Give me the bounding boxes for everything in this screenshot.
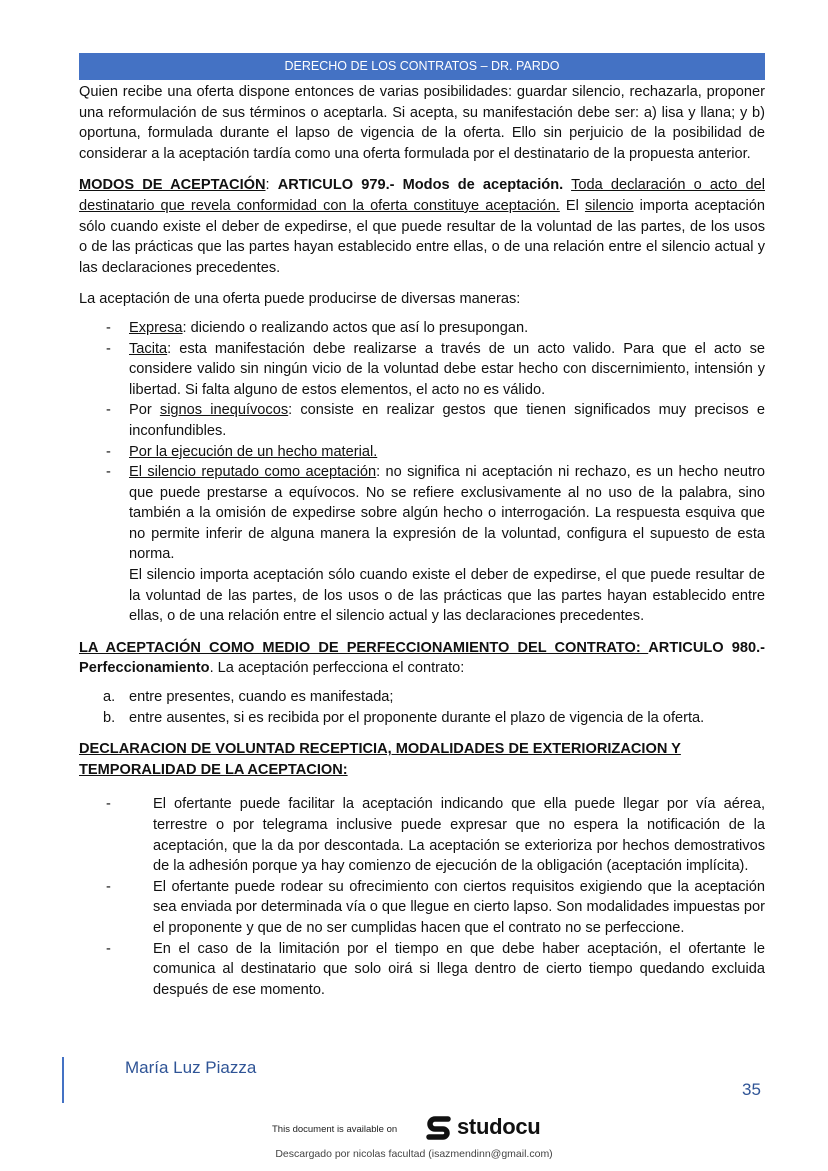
tacita-label: Tacita <box>129 340 168 357</box>
silencio-label: El silencio reputado como aceptación <box>129 464 377 481</box>
modos-colon: : <box>265 177 278 194</box>
article-980: ARTICULO 980.- Perfeccionamiento <box>79 639 765 677</box>
modos-el: El <box>559 197 585 214</box>
page-number: 35 <box>742 1080 761 1099</box>
author-name: María Luz Piazza <box>125 1058 257 1077</box>
intro-paragraph: Quien recibe una oferta dispone entonces de varias posibilidades: guardar silencio, rechazarla, proponer una reformulación de sus términos o aceptarla. Si acepta, su manifestación debe ser: a) lisa y llana; y b) oportuna, formulada durante el lapso de vigencia de la oferta. Ello sin perjuicio de la posibilidad de considerar a la aceptación tardía como una oferta formulada por el destinatario de la propuesta anterior. <box>79 84 765 162</box>
aceptacion-list <box>79 318 765 565</box>
signos-label: signos inequívocos <box>159 402 289 419</box>
perfeccionamiento-list <box>79 687 765 728</box>
signos-text: : consiste en realizar gestos que tienen significados muy precisos e inconfundibles. <box>129 402 765 439</box>
perfeccionamiento-rest: . La aceptación perfecciona el contrato: <box>209 660 465 677</box>
silencio-text: : no significa ni aceptación ni rechazo, es un hecho neutro que puede prestarse a equívocos. No se refiere exclusivamente al no uso de la palabra, sino también a la omisión de expedirse sobre algún hecho o interrogación. La respuesta esquiva que no permite inferir de alguna manera la expresión de la voluntad, configura el supuesto de esta norma. <box>129 464 765 563</box>
perfeccionamiento-heading: LA ACEPTACIÓN COMO MEDIO DE PERFECCIONAMIENTO DEL CONTRATO: <box>79 639 649 656</box>
list-item <box>79 687 765 708</box>
signos-pre: Por <box>129 402 160 419</box>
maneras-paragraph: La aceptación de una oferta puede producirse de diversas maneras: <box>79 291 521 308</box>
list-item <box>79 708 765 729</box>
studocu-s-icon <box>424 1112 454 1142</box>
list-item: - El ofertante puede facilitar la aceptación indicando que ella puede llegar por vía aérea, terrestre o por telegrama inclusive puede expresar que no espera la notificación de la aceptación, que la da por descontada. La aceptación se exterioriza por hechos demostrativos de la adhesión porque ya hay comienzo de ejecución de la obligación (aceptación implícita). <box>79 794 765 876</box>
modos-rest: importa aceptación sólo cuando existe el deber de expedirse, el que puede resultar de la voluntad de las partes, de los usos o de las prácticas que las partes hayan establecido entre ellas, o de una relación entre el silencio actual y las declaraciones precedentes. <box>79 197 765 276</box>
perfeccionamiento-paragraph <box>79 638 765 679</box>
list-marker: b. <box>103 709 116 726</box>
studocu-logo[interactable] <box>424 1112 540 1142</box>
list-item-signos <box>79 400 765 441</box>
list-item-tacita <box>79 339 765 401</box>
document-body <box>79 82 765 1000</box>
article-979: ARTICULO 979.- Modos de aceptación. <box>277 177 564 194</box>
declaracion-heading: DECLARACION DE VOLUNTAD RECEPTICIA, MODALIDADES DE EXTERIORIZACION Y TEMPORALIDAD DE LA ACEPTACION: <box>79 741 681 778</box>
list-item: - En el caso de la limitación por el tiempo en que debe haber aceptación, el ofertante le comunica al destinatario que solo oirá si llega dentro de cierto tiempo quedando excluida después de ese momento. <box>79 939 765 1001</box>
list-text: entre ausentes, si es recibida por el proponente durante el plazo de vigencia de la oferta. <box>129 709 705 726</box>
modos-heading: MODOS DE ACEPTACIÓN <box>79 177 266 194</box>
availability-text: This document is available on <box>272 1124 398 1135</box>
page-header: DERECHO DE LOS CONTRATOS – DR. PARDO <box>79 53 765 80</box>
silencio-subparagraph: El silencio importa aceptación sólo cuando existe el deber de expedirse, el que puede resultar de la voluntad de las partes, de los usos o de las prácticas que las partes hayan establecido entre ellas, o de una relación entre el silencio actual y las declaraciones precedentes. <box>129 567 765 625</box>
expresa-text: : diciendo o realizando actos que así lo presupongan. <box>182 319 529 336</box>
list-item-ejecucion <box>79 442 765 463</box>
list-item: - El ofertante puede rodear su ofrecimiento con ciertos requisitos exigiendo que la aceptación sea enviada por determinada vía o que llegue en cierto lapso. Son modalidades impuestas por el proponente y que de no ser cumplidas hacen que el contrato no se perfeccione. <box>79 877 765 939</box>
modos-paragraph <box>79 175 765 278</box>
expresa-label: Expresa <box>129 319 183 336</box>
list-item-silencio <box>79 462 765 565</box>
list-item-expresa <box>79 318 765 339</box>
ejecucion-label: Por la ejecución de un hecho material. <box>129 443 378 460</box>
list-text: entre presentes, cuando es manifestada; <box>129 689 394 706</box>
declaracion-list <box>79 794 765 1000</box>
footer-accent-line <box>62 1057 64 1103</box>
silencio-word: silencio <box>584 197 634 214</box>
list-marker: a. <box>103 689 116 706</box>
article-979-underlined: Toda declaración o acto del destinatario que revela conformidad con la oferta constituye aceptación. <box>79 177 766 214</box>
studocu-wordmark: studocu <box>457 1114 541 1139</box>
download-note: Descargado por nicolas facultad (isazmendinn@gmail.com) <box>275 1148 553 1160</box>
tacita-text: : esta manifestación debe realizarse a través de un acto valido. Para que el acto se considere valido sin ningún vicio de la voluntad debe estar hecho con discernimiento, intensión y libertad. Si falta alguno de estos elementos, el acto no es válido. <box>129 340 765 398</box>
